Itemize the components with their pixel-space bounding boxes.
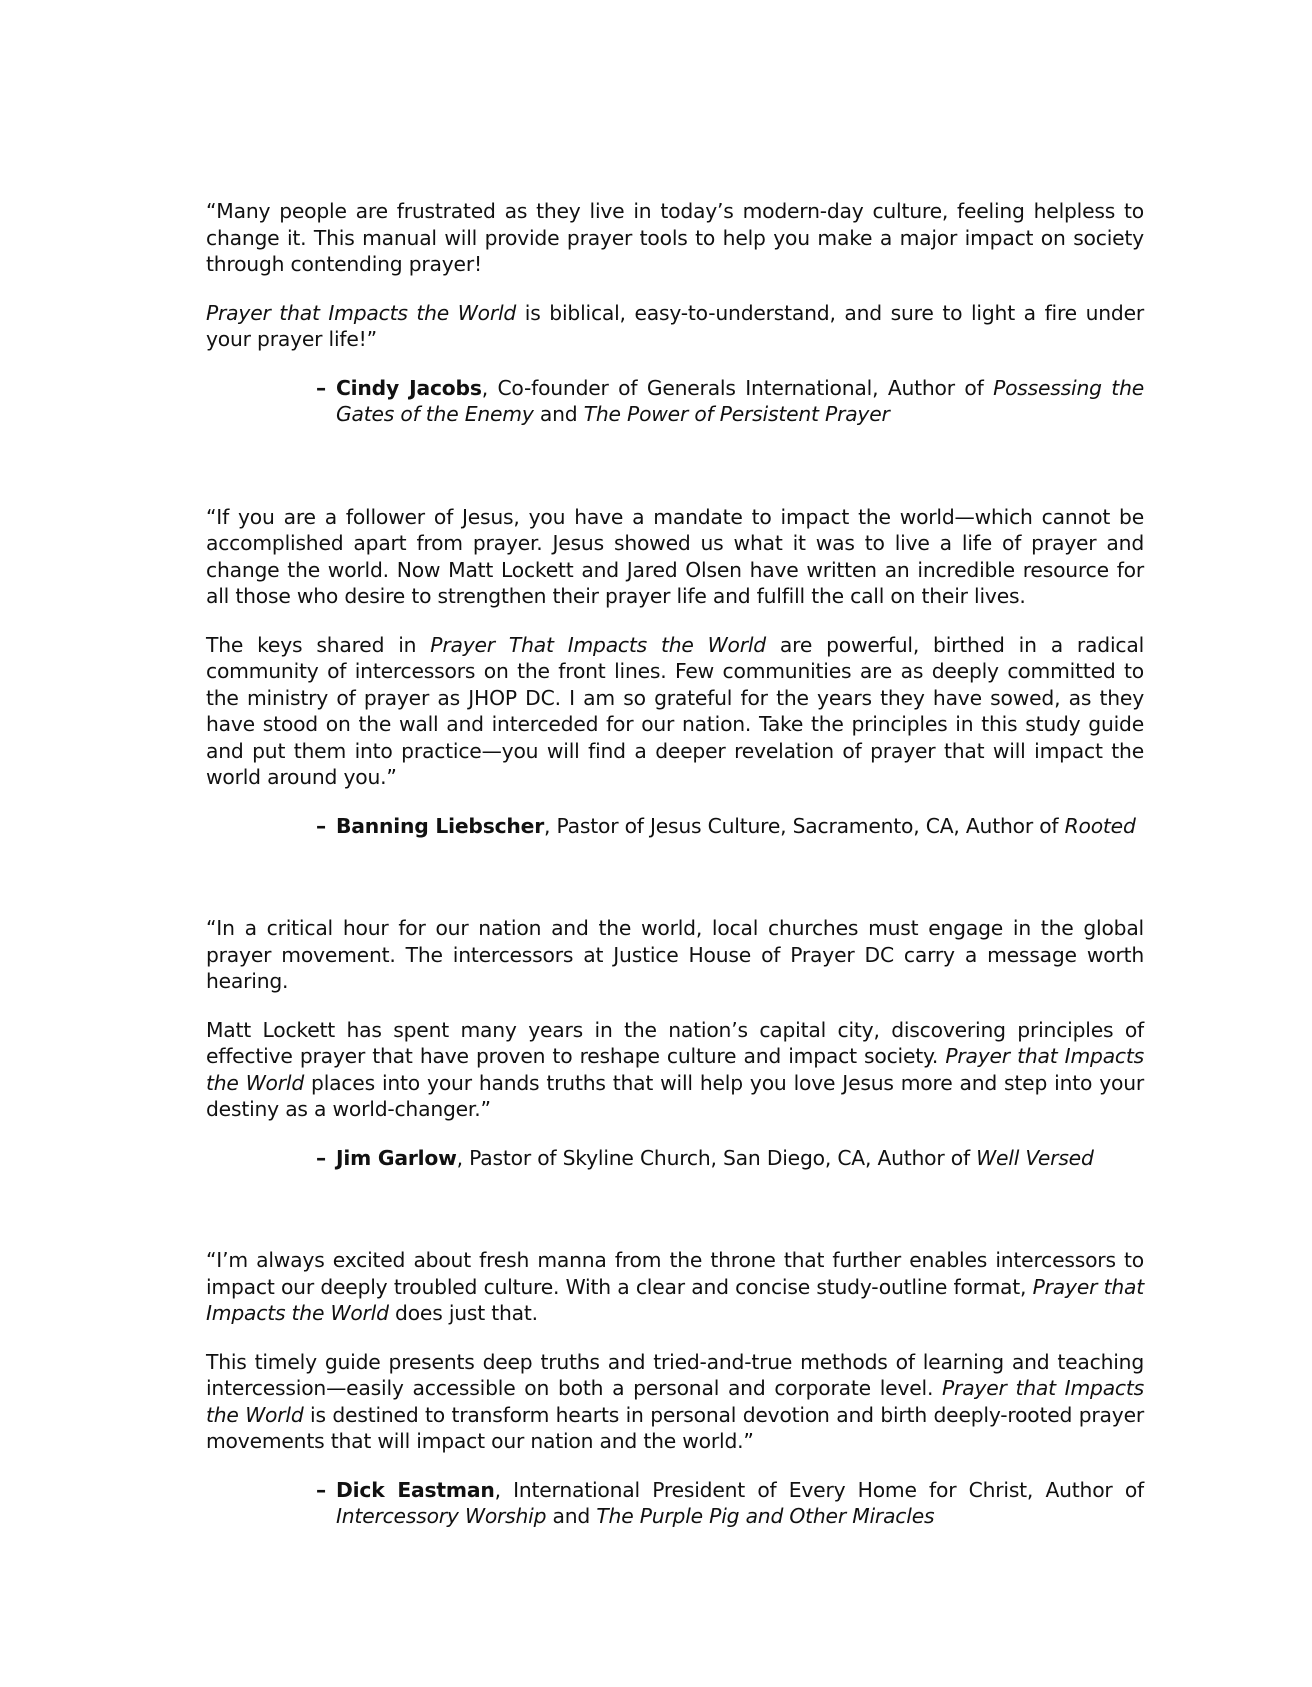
endorsement-paragraph: Matt Lockett has spent many years in the nation’s capital city, discovering principles of effective prayer that have proven to reshape culture and impact society. Prayer that Impacts the World places into your hands truths that will help you love Jesus more and step into your destiny as a world-changer.” [206,1017,1145,1121]
endorsement-attribution: – Banning Liebscher, Pastor of Jesus Culture, Sacramento, CA, Author of Rooted [316,813,1136,838]
endorsement-paragraph: “In a critical hour for our nation and the world, local churches must engage in the global prayer movement. The intercessors at Justice House of Prayer DC carry a message worth hearing. [206,916,1144,993]
book-title: Prayer that Impacts the World [206,300,517,325]
book-title: Well Versed [976,1145,1094,1170]
endorsements-page [206,198,1144,1530]
attribution-dash: – [316,813,326,838]
endorsement-attribution: – Cindy Jacobs, Co-founder of Generals International, Author of Possessing the Gates of the Enemy and The Power of Persistent Prayer [316,375,1144,426]
book-title: Prayer that Impacts the World [206,1376,1144,1427]
attribution-dash: – [316,1477,326,1502]
endorsement [206,1247,1144,1530]
endorsement [206,198,1144,428]
endorsement-paragraph: “Many people are frustrated as they live in today’s modern-day culture, feeling helpless to change it. This manual will provide prayer tools to help you make a major impact on society through contending prayer! [206,199,1144,276]
endorser-name: Dick Eastman [336,1477,495,1502]
endorser-name: Cindy Jacobs [336,375,482,400]
endorsement-attribution: – Dick Eastman, International President of Every Home for Christ, Author of Intercessory Worship and The Purple Pig and Other Miracles [316,1477,1144,1528]
endorsement [206,915,1144,1171]
endorsement-paragraph: “I’m always excited about fresh manna from the throne that further enables intercessors to impact our deeply troubled culture. With a clear and concise study-outline format, Prayer that Impacts the World does just that. [206,1248,1144,1325]
endorser-name: Banning Liebscher [336,813,545,838]
endorser-name: Jim Garlow [336,1145,457,1170]
book-title: Prayer that Impacts the World [206,1274,1144,1325]
endorsement-paragraph: “If you are a follower of Jesus, you have a mandate to impact the world—which cannot be accomplished apart from prayer. Jesus showed us what it was to live a life of prayer and change the world. Now Matt Lockett and Jared Olsen have written an incredible resource for all those who desire to strengthen their prayer life and fulfill the call on their lives. [206,504,1144,608]
attribution-dash: – [316,1145,326,1170]
endorsement-attribution: – Jim Garlow, Pastor of Skyline Church, San Diego, CA, Author of Well Versed [316,1145,1094,1170]
endorsement-paragraph: The keys shared in Prayer That Impacts the World are powerful, birthed in a radical community of intercessors on the front lines. Few communities are as deeply committed to the ministry of prayer as JHOP DC. I am so grateful for the years they have sowed, as they have stood on the wall and interceded for our nation. Take the principles in this study guide and put them into practice—you will find a deeper revelation of prayer that will impact the world around you.” [206,632,1144,789]
book-title: Possessing the Gates of the Enemy [336,375,1144,426]
book-title: The Power of Persistent Prayer [583,402,890,426]
book-title: Intercessory Worship [336,1504,547,1528]
book-title: Prayer That Impacts the World [430,632,766,657]
book-title: Prayer that Impacts the World [206,1044,1144,1095]
endorsement [206,504,1144,840]
book-title: Rooted [1064,813,1136,838]
attribution-dash: – [316,375,326,400]
book-title: The Purple Pig and Other Miracles [596,1504,935,1528]
endorsement-paragraph: Prayer that Impacts the World is biblical, easy-to-understand, and sure to light a fire under your prayer life!” [206,300,1145,351]
endorsement-paragraph: This timely guide presents deep truths and tried-and-true methods of learning and teaching intercession—easily accessible on both a personal and corporate level. Prayer that Impacts the World is destined to transform hearts in personal devotion and birth deeply-rooted prayer movements that will impact our nation and the world.” [206,1349,1144,1453]
